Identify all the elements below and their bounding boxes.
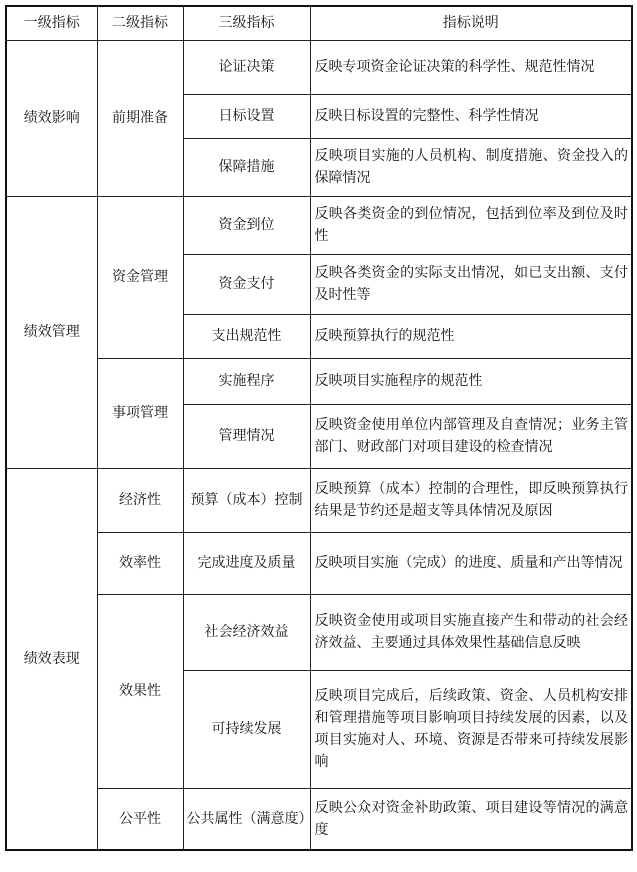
level2-cell: 效率性	[97, 532, 183, 594]
table-row	[6, 358, 632, 404]
table-row	[6, 594, 632, 670]
description-cell: 反映资金使用或项目实施直接产生和带动的社会经济效益、主要通过具体效果性基础信息反映	[310, 594, 632, 670]
level3-cell: 支出规范性	[183, 314, 310, 358]
description-cell: 反映项目实施的人员机构、制度措施、资金投入的保障情况	[310, 138, 632, 196]
level3-cell: 资金到位	[183, 196, 310, 254]
level2-cell: 公平性	[97, 788, 183, 850]
description-cell: 反映项目完成后，后续政策、资金、人员机构安排和管理措施等项目影响项目持续发展的因素，以及项目实施对人、环境、资源是否带来可持续发展影响	[310, 670, 632, 788]
description-cell: 反映各类资金的到位情况，包括到位率及到位及时性	[310, 196, 632, 254]
table-row	[6, 788, 632, 850]
level3-cell: 完成进度及质量	[183, 532, 310, 594]
level2-cell: 资金管理	[97, 196, 183, 358]
level3-cell: 论证决策	[183, 40, 310, 94]
level3-cell: 日标设置	[183, 94, 310, 138]
table-row	[6, 40, 632, 94]
indicator-table	[5, 5, 633, 851]
level3-cell: 预算（成本）控制	[183, 468, 310, 532]
description-cell: 反映专项资金论证决策的科学性、规范性情况	[310, 40, 632, 94]
header-description: 指标说明	[310, 6, 632, 40]
table-row	[6, 532, 632, 594]
description-cell: 反映日标设置的完整性、科学性情况	[310, 94, 632, 138]
level3-cell: 资金支付	[183, 254, 310, 314]
level2-cell: 经济性	[97, 468, 183, 532]
level2-cell: 效果性	[97, 594, 183, 788]
header-level1: 一级指标	[6, 6, 97, 40]
level3-cell: 公共属性（满意度）	[183, 788, 310, 850]
level2-cell: 事项管理	[97, 358, 183, 468]
level3-cell: 实施程序	[183, 358, 310, 404]
table-row	[6, 196, 632, 254]
level3-cell: 可持续发展	[183, 670, 310, 788]
level1-cell: 绩效表现	[6, 468, 97, 850]
level3-cell: 社会经济效益	[183, 594, 310, 670]
table-row	[6, 468, 632, 532]
description-cell: 反映预算（成本）控制的合理性，即反映预算执行结果是节约还是超支等具体情况及原因	[310, 468, 632, 532]
level1-cell: 绩效管理	[6, 196, 97, 468]
description-cell: 反映项目实施程序的规范性	[310, 358, 632, 404]
level2-cell: 前期准备	[97, 40, 183, 196]
level1-cell: 绩效影响	[6, 40, 97, 196]
header-level2: 二级指标	[97, 6, 183, 40]
description-cell: 反映公众对资金补助政策、项目建设等情况的满意度	[310, 788, 632, 850]
description-cell: 反映资金使用单位内部管理及自查情况；业务主管部门、财政部门对项目建设的检查情况	[310, 404, 632, 468]
description-cell: 反映项目实施（完成）的进度、质量和产出等情况	[310, 532, 632, 594]
header-level3: 三级指标	[183, 6, 310, 40]
header-row	[6, 6, 632, 40]
level3-cell: 保障措施	[183, 138, 310, 196]
description-cell: 反映预算执行的规范性	[310, 314, 632, 358]
level3-cell: 管理情况	[183, 404, 310, 468]
description-cell: 反映各类资金的实际支出情况，如已支出额、支付及时性等	[310, 254, 632, 314]
